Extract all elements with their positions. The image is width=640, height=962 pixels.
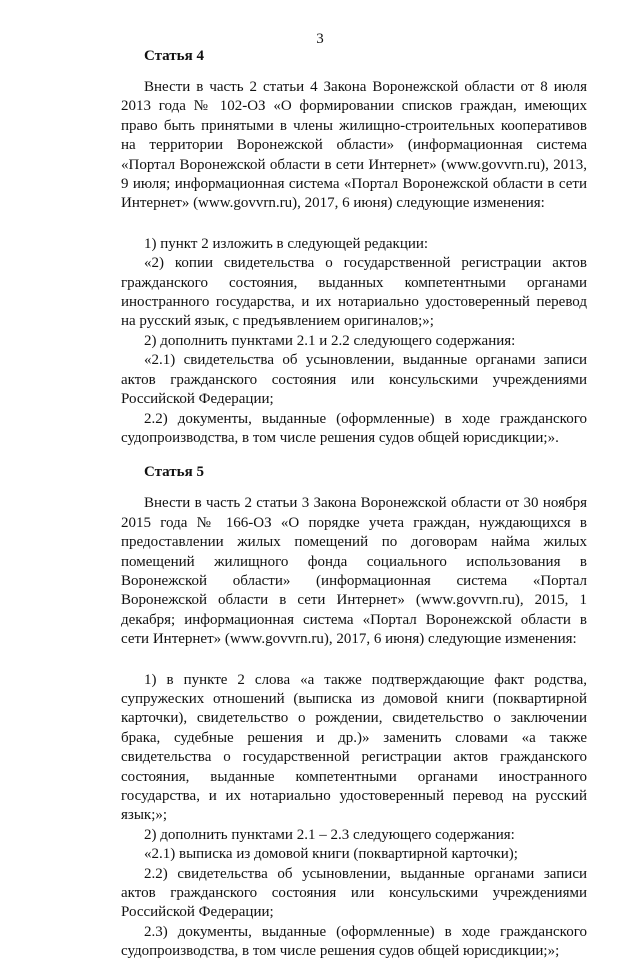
article-5-item: «2.1) выписка из домовой книги (поквартирной карточки); <box>144 846 518 863</box>
page-number: 3 <box>316 31 324 47</box>
article-4-heading: Статья 4 <box>144 48 204 64</box>
article-5-intro: Внести в часть 2 статьи 3 Закона Воронежской области от 30 ноября 2015 года № 166-ОЗ «О порядке учета граждан, нуждающихся в предоставлении жилых помещений по договорам найма жилых помещений жилищного фонда социального использования в Воронежской области» (информационная система «Портал Воронежской области в сети Интернет» (www.govvrn.ru), 2015, 1 декабря; информационная система «Портал Воронежской области в сети Интернет» (www.govvrn.ru), 2017, 6 июня) следующие изменения: <box>121 495 587 648</box>
article-4-item: 2) дополнить пунктами 2.1 и 2.2 следующего содержания: <box>144 332 516 349</box>
article-5-heading: Статья 5 <box>144 464 204 481</box>
article-4-item: «2) копии свидетельства о государственной регистрации актов гражданского состояния, выданных компетентными органами иностранного государства, и их нотариально удостоверенный перевод на русский язык, с предъявлением оригиналов;»; <box>121 255 587 330</box>
article-4-item: 1) пункт 2 изложить в следующей редакции: <box>144 235 429 252</box>
article-5-item: 2.2) свидетельства об усыновлении, выданные органами записи актов гражданского состояния или консульскими учреждениями Российской Федерации; <box>121 865 587 921</box>
document-body <box>121 48 587 962</box>
article-4-item: «2.1) свидетельства об усыновлении, выданные органами записи актов гражданского состояния или консульскими учреждениями Российской Федерации; <box>121 352 587 408</box>
article-5-item: 2) дополнить пунктами 2.1 – 2.3 следующего содержания: <box>144 826 515 843</box>
article-5-item: 2.3) документы, выданные (оформленные) в ходе гражданского судопроизводства, в том числе решения судов общей юрисдикции;»; <box>121 923 587 960</box>
article-4-intro: Внести в часть 2 статьи 4 Закона Воронежской области от 8 июля 2013 года № 102-ОЗ «О формировании списков граждан, имеющих право быть принятыми в члены жилищно-строительных кооперативов на территории Воронежской области» (информационная система «Портал Воронежской области в сети Интернет» (www.govvrn.ru), 2013, 9 июля; информационная система «Портал Воронежской области в сети Интернет» (www.govvrn.ru), 2017, 6 июня) следующие изменения: <box>121 79 587 212</box>
article-4-item: 2.2) документы, выданные (оформленные) в ходе гражданского судопроизводства, в том числе решения судов общей юрисдикции;». <box>121 410 587 446</box>
article-5-item: 1) в пункте 2 слова «а также подтверждающие факт родства, супружеских отношений (выписка из домовой книги (поквартирной карточки), свидетельство о рождении, свидетельство о заключении брака, судебные решения и др.)» заменить словами «а также свидетельства о государственной регистрации актов гражданского состояния, выданные компетентными органами иностранного государства, и их нотариально удостоверенный перевод на русский язык;»; <box>121 671 587 824</box>
